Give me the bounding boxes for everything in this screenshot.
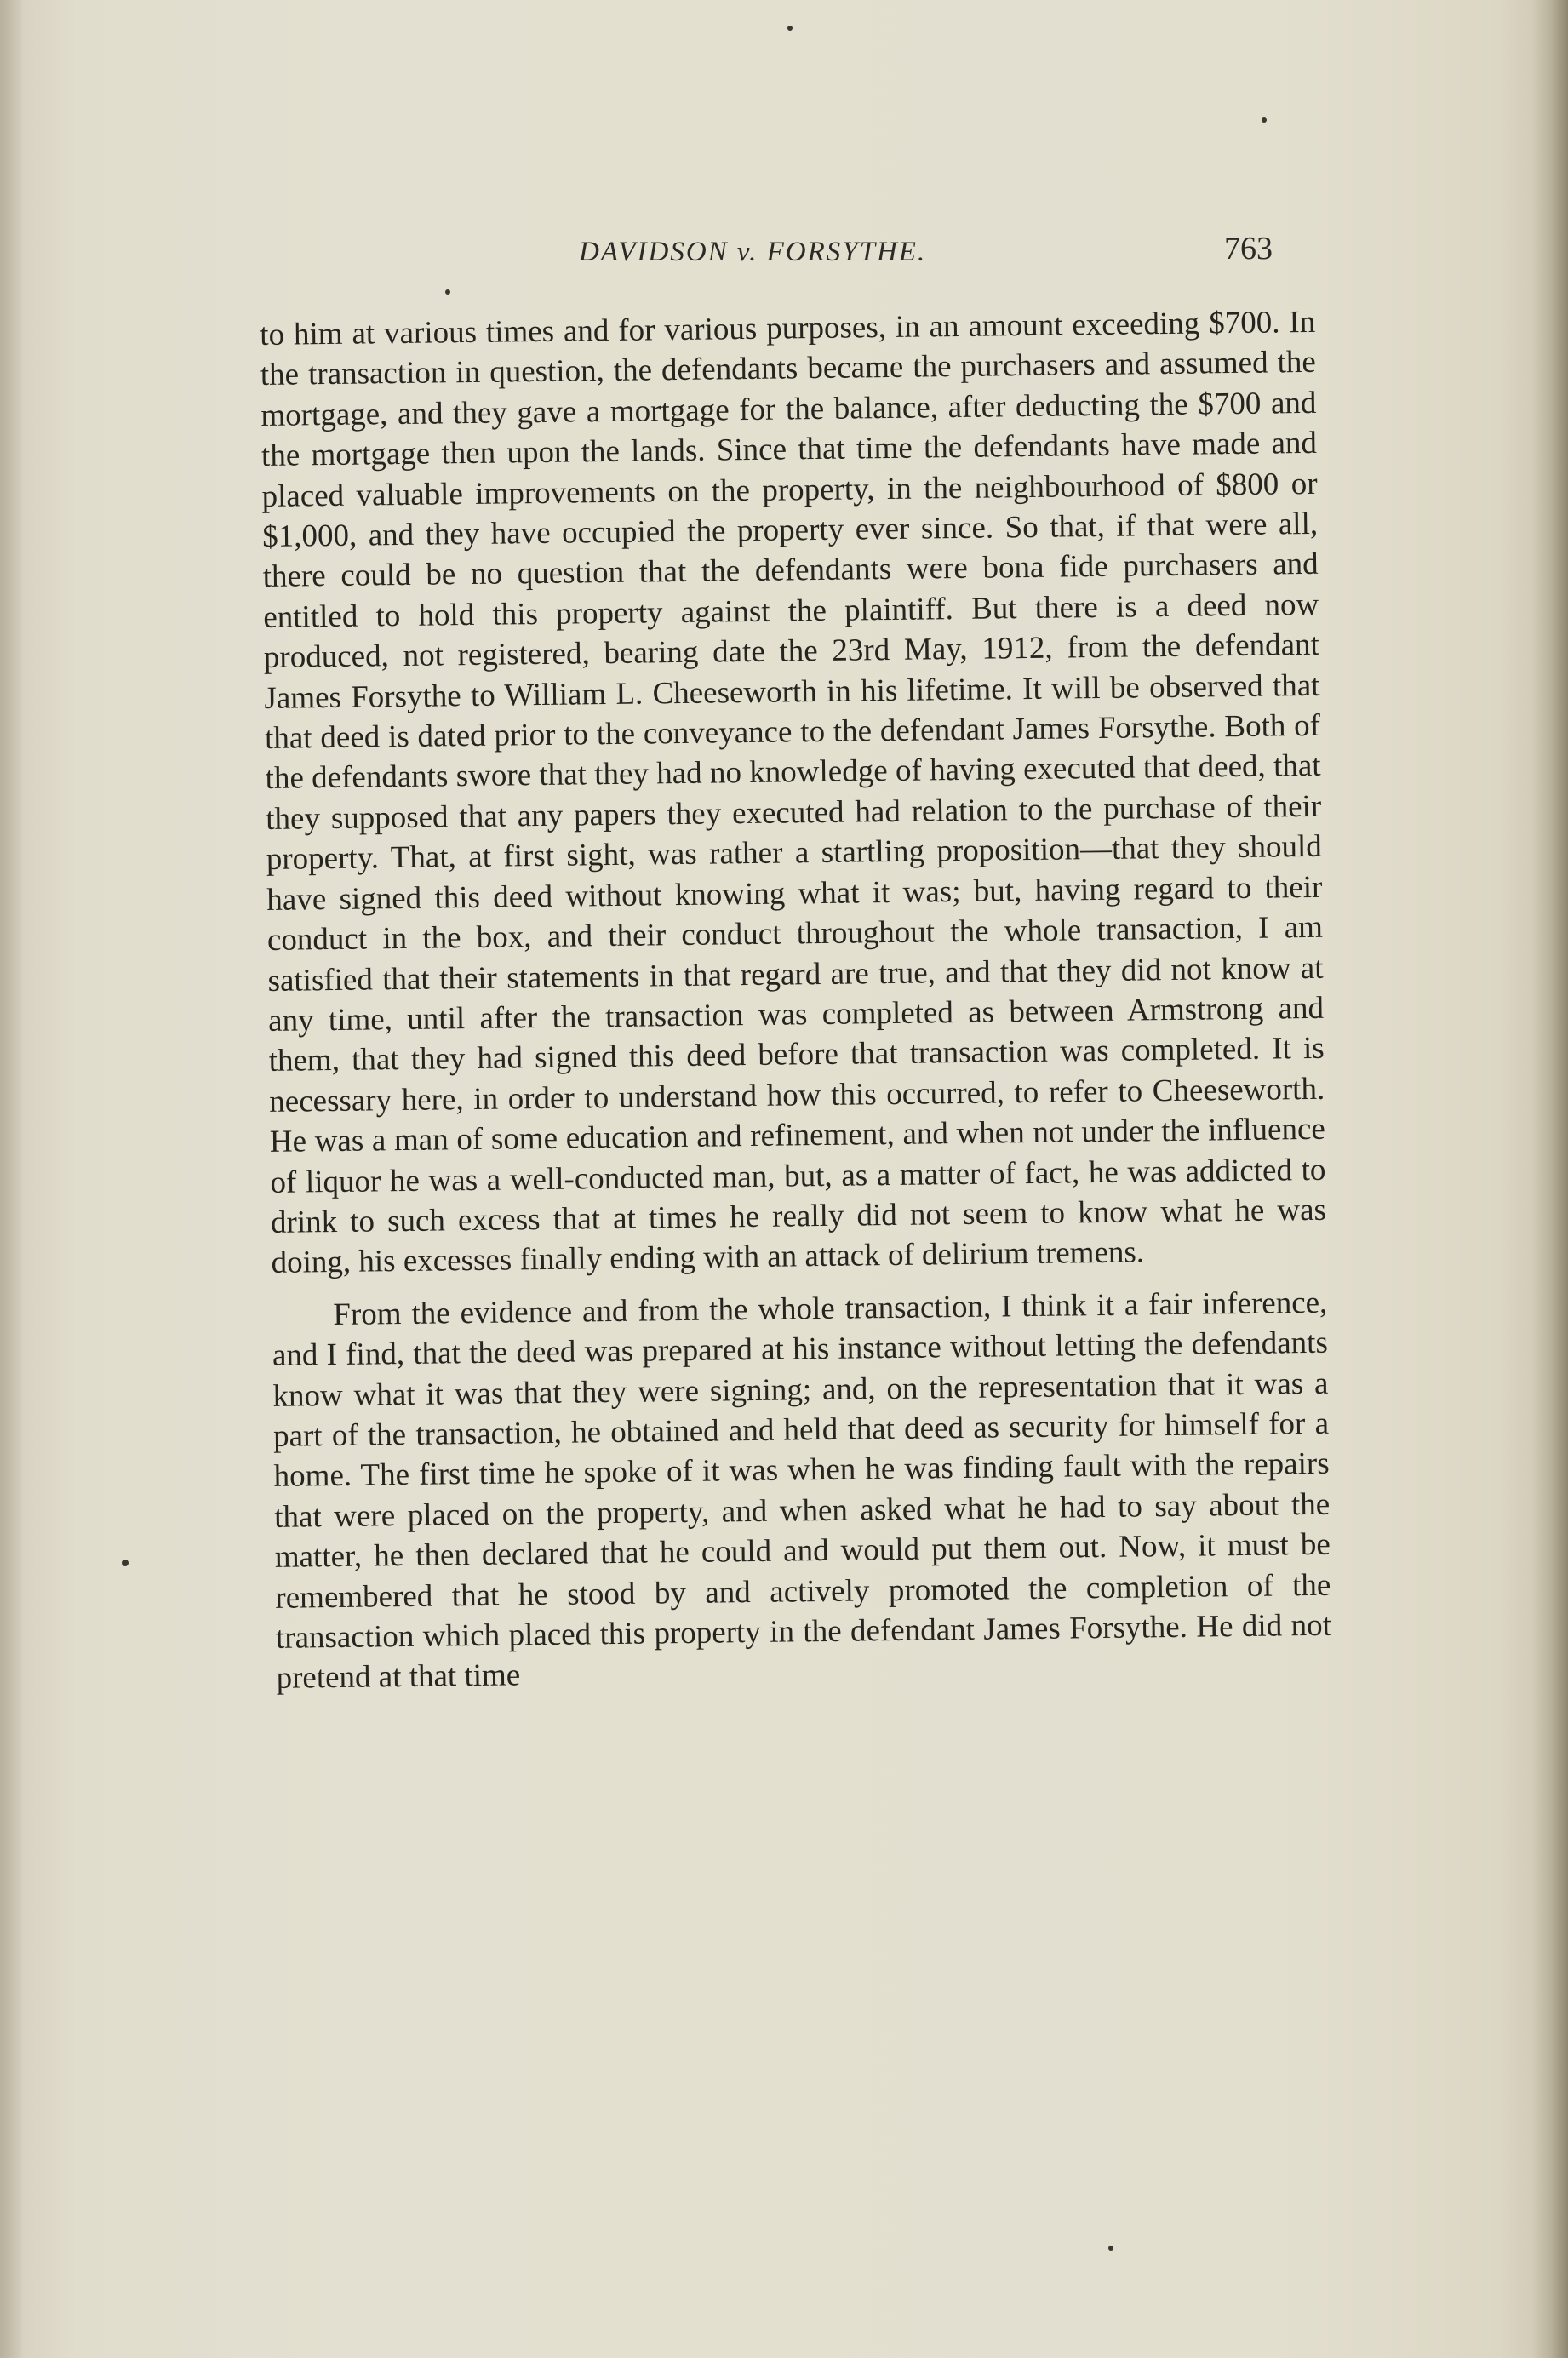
- paper-speck: [1108, 2246, 1113, 2251]
- paragraph: to him at various times and for various purposes, in an amount exceeding $700. In the transaction in question, the defendants became the purchasers and assumed the mortgage, and they gave a mortgage for the balance, after deducting the $700 and the mortgage then upon the lands. Since that time the defendants have made and placed valuable improvements on the property, in the neighbourhood of $800 or $1,000, and they have occupied the property ever since. So that, if that were all, there could be no question that the defendants were bona fide purchasers and entitled to hold this property against the plaintiff. But there is a deed now produced, not registered, bearing date the 23rd May, 1912, from the defendant James Forsythe to William L. Cheeseworth in his lifetime. It will be observed that that deed is dated prior to the conveyance to the defendant James Forsythe. Both of the defendants swore that they had no knowledge of having executed that deed, that they supposed that any papers they executed had relation to the purchase of their property. That, at first sight, was rather a startling proposition—that they should have signed this deed without knowing what it was; but, having regard to their conduct in the box, and their conduct throughout the whole transaction, I am satisfied that their statements in that regard are true, and that they did not know at any time, until after the transaction was completed as between Armstrong and them, that they had signed this deed before that transaction was completed. It is necessary here, in order to understand how this occurred, to refer to Cheeseworth. He was a man of some education and refinement, and when not under the influence of liquor he was a well-conducted man, but, as a matter of fact, he was addicted to drink to such excess that at times he really did not seem to know what he was doing, his excesses finally ending with an attack of delirium tremens.: [260, 304, 1327, 1281]
- page-number: 763: [1224, 231, 1273, 266]
- gutter-shadow: [0, 0, 24, 2358]
- paper-speck: [445, 289, 450, 295]
- paragraph: From the evidence and from the whole transaction, I think it a fair inference, and I find, that the deed was prepared at his instance without letting the defendants know what it was that they were signing; and, on the representation that it was a part of the transaction, he obtained and held that deed as security for himself for a home. The first time he spoke of it was when he was finding fault with the repairs that were placed on the property, and when asked what he had to say about the matter, he then declared that he could and would put them out. Now, it must be remembered that he stood by and actively promoted the completion of the transaction which placed this property in the defendant James Forsythe. He did not pretend at that time: [272, 1285, 1332, 1697]
- body-text: [260, 302, 1332, 1699]
- paper-speck: [787, 26, 793, 31]
- running-title: DAVIDSON v. FORSYTHE.: [579, 237, 927, 267]
- paper-speck: [1262, 117, 1267, 123]
- paper-speck: [122, 1560, 129, 1566]
